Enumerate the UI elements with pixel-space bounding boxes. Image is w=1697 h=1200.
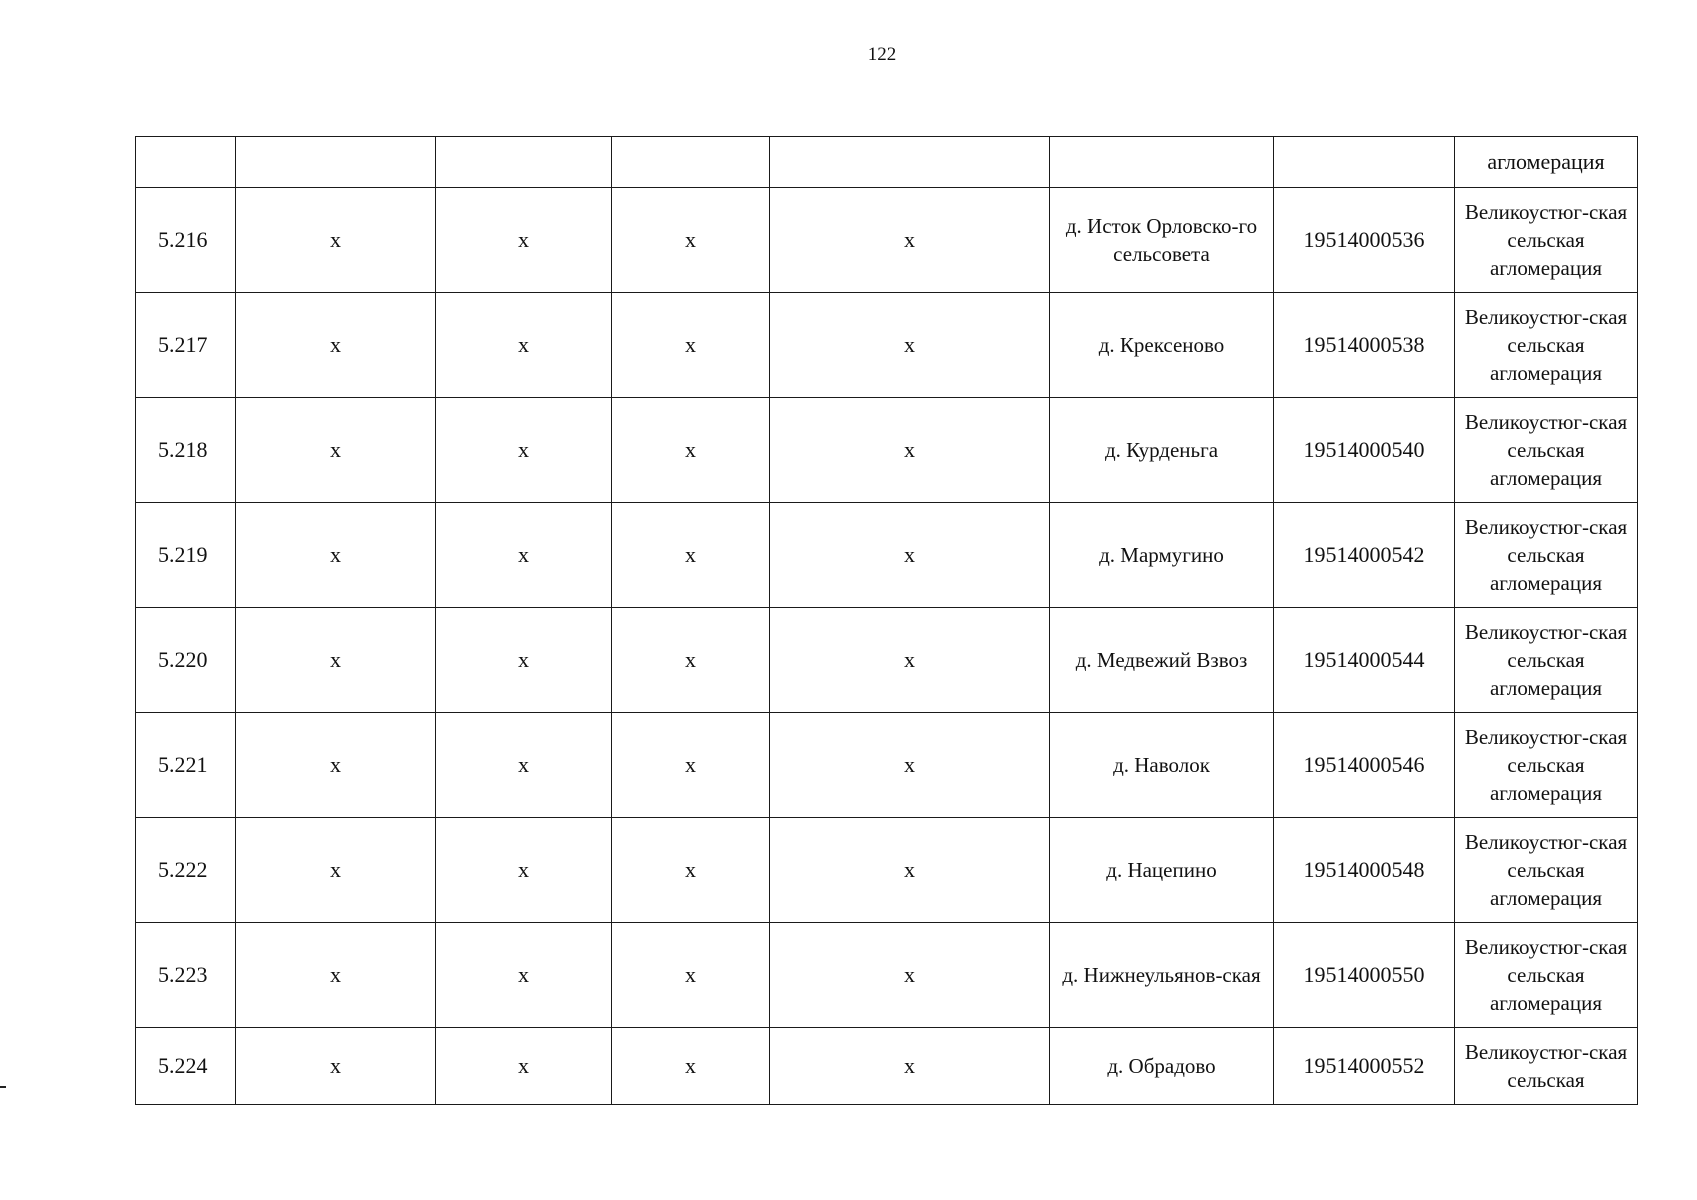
mark-cell: x bbox=[612, 713, 770, 818]
mark-cell: x bbox=[612, 608, 770, 713]
agglomeration-cell: Великоустюг-ская сельская агломерация bbox=[1455, 608, 1638, 713]
settlement-name-cell: д. Наволок bbox=[1050, 713, 1274, 818]
row-number-cell: 5.216 bbox=[136, 188, 236, 293]
mark-cell: x bbox=[612, 293, 770, 398]
mark-cell: x bbox=[770, 503, 1050, 608]
row-number-cell: 5.220 bbox=[136, 608, 236, 713]
mark-cell: x bbox=[770, 1028, 1050, 1105]
mark-cell: x bbox=[236, 818, 436, 923]
mark-cell: x bbox=[612, 923, 770, 1028]
margin-mark bbox=[0, 1086, 6, 1088]
header-cell-code bbox=[1274, 137, 1455, 188]
row-number-cell: 5.221 bbox=[136, 713, 236, 818]
settlement-name-cell: д. Крексеново bbox=[1050, 293, 1274, 398]
mark-cell: x bbox=[436, 398, 612, 503]
oktmo-code-cell: 19514000548 bbox=[1274, 818, 1455, 923]
row-number-cell: 5.223 bbox=[136, 923, 236, 1028]
settlement-name-cell: д. Исток Орловско-го сельсовета bbox=[1050, 188, 1274, 293]
mark-cell: x bbox=[770, 188, 1050, 293]
mark-cell: x bbox=[236, 608, 436, 713]
header-cell-name bbox=[1050, 137, 1274, 188]
oktmo-code-cell: 19514000540 bbox=[1274, 398, 1455, 503]
mark-cell: x bbox=[612, 503, 770, 608]
table-row bbox=[136, 923, 1638, 1028]
table-row bbox=[136, 1028, 1638, 1105]
table-row bbox=[136, 608, 1638, 713]
agglomeration-cell: Великоустюг-ская сельская агломерация bbox=[1455, 398, 1638, 503]
mark-cell: x bbox=[236, 188, 436, 293]
agglomeration-cell: Великоустюг-ская сельская агломерация bbox=[1455, 188, 1638, 293]
table-row bbox=[136, 188, 1638, 293]
row-number-cell: 5.219 bbox=[136, 503, 236, 608]
row-number-cell: 5.222 bbox=[136, 818, 236, 923]
mark-cell: x bbox=[236, 398, 436, 503]
mark-cell: x bbox=[436, 503, 612, 608]
mark-cell: x bbox=[770, 293, 1050, 398]
mark-cell: x bbox=[436, 188, 612, 293]
settlement-name-cell: д. Нацепино bbox=[1050, 818, 1274, 923]
agglomeration-cell: Великоустюг-ская сельская агломерация bbox=[1455, 713, 1638, 818]
settlement-name-cell: д. Мармугино bbox=[1050, 503, 1274, 608]
table-row bbox=[136, 293, 1638, 398]
mark-cell: x bbox=[236, 1028, 436, 1105]
mark-cell: x bbox=[436, 293, 612, 398]
mark-cell: x bbox=[612, 398, 770, 503]
agglomeration-cell: Великоустюг-ская сельская агломерация bbox=[1455, 293, 1638, 398]
row-number-cell: 5.218 bbox=[136, 398, 236, 503]
settlement-name-cell: д. Обрадово bbox=[1050, 1028, 1274, 1105]
mark-cell: x bbox=[236, 923, 436, 1028]
mark-cell: x bbox=[612, 1028, 770, 1105]
mark-cell: x bbox=[770, 398, 1050, 503]
row-number-cell: 5.224 bbox=[136, 1028, 236, 1105]
mark-cell: x bbox=[436, 923, 612, 1028]
mark-cell: x bbox=[236, 293, 436, 398]
mark-cell: x bbox=[436, 713, 612, 818]
mark-cell: x bbox=[770, 923, 1050, 1028]
oktmo-code-cell: 19514000546 bbox=[1274, 713, 1455, 818]
settlement-name-cell: д. Медвежий Взвоз bbox=[1050, 608, 1274, 713]
oktmo-code-cell: 19514000544 bbox=[1274, 608, 1455, 713]
table-row bbox=[136, 713, 1638, 818]
agglomeration-cell: Великоустюг-ская сельская агломерация bbox=[1455, 923, 1638, 1028]
agglomeration-cell: Великоустюг-ская сельская агломерация bbox=[1455, 503, 1638, 608]
oktmo-code-cell: 19514000552 bbox=[1274, 1028, 1455, 1105]
header-cell-num bbox=[136, 137, 236, 188]
table-row bbox=[136, 398, 1638, 503]
row-number-cell: 5.217 bbox=[136, 293, 236, 398]
mark-cell: x bbox=[612, 188, 770, 293]
header-cell-4 bbox=[770, 137, 1050, 188]
mark-cell: x bbox=[436, 608, 612, 713]
mark-cell: x bbox=[770, 818, 1050, 923]
page-number: 122 bbox=[867, 44, 897, 65]
oktmo-code-cell: 19514000542 bbox=[1274, 503, 1455, 608]
oktmo-code-cell: 19514000538 bbox=[1274, 293, 1455, 398]
oktmo-code-cell: 19514000536 bbox=[1274, 188, 1455, 293]
mark-cell: x bbox=[236, 503, 436, 608]
oktmo-code-cell: 19514000550 bbox=[1274, 923, 1455, 1028]
agglomeration-cell: Великоустюг-ская сельская агломерация bbox=[1455, 818, 1638, 923]
settlement-name-cell: д. Курденьга bbox=[1050, 398, 1274, 503]
table-row bbox=[136, 818, 1638, 923]
table-header-row bbox=[136, 137, 1638, 188]
header-cell-agglomeration: агломерация bbox=[1455, 137, 1638, 188]
header-cell-3 bbox=[612, 137, 770, 188]
mark-cell: x bbox=[436, 818, 612, 923]
mark-cell: x bbox=[770, 608, 1050, 713]
agglomeration-cell: Великоустюг-ская сельская bbox=[1455, 1028, 1638, 1105]
settlement-name-cell: д. Нижнеульянов-ская bbox=[1050, 923, 1274, 1028]
header-cell-2 bbox=[436, 137, 612, 188]
mark-cell: x bbox=[436, 1028, 612, 1105]
settlements-table bbox=[135, 136, 1638, 1105]
mark-cell: x bbox=[236, 713, 436, 818]
mark-cell: x bbox=[612, 818, 770, 923]
table-row bbox=[136, 503, 1638, 608]
header-cell-1 bbox=[236, 137, 436, 188]
mark-cell: x bbox=[770, 713, 1050, 818]
